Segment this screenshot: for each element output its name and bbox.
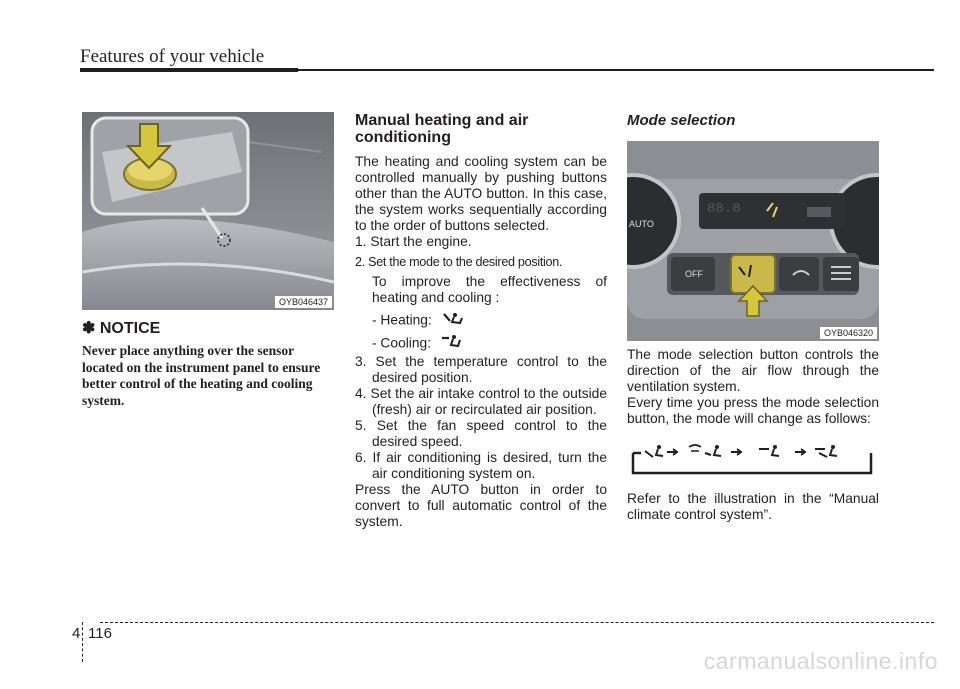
floor-mode-icon [442, 312, 464, 330]
cooling-line [355, 334, 607, 354]
climate-panel-photo [627, 141, 879, 341]
heating-line [355, 312, 607, 330]
notice-body: Never place anything over the sensor located on the instrument panel to ensure better control of the heating and cooling system. [82, 343, 321, 408]
image-code: OYB046320 [820, 327, 877, 339]
left-column [82, 112, 336, 409]
page-header-title: Features of your vehicle [80, 46, 265, 67]
step-5: 5. Set the fan speed control to the desired speed. [355, 418, 607, 449]
step-2-note: To improve the effectiveness of heating and cooling : [372, 274, 607, 305]
image-code: OYB046437 [275, 296, 332, 308]
mode-paragraph-1: The mode selection button controls the direction of the air flow through the ventilation system. [627, 347, 879, 394]
section-number: 4 [72, 625, 81, 642]
mode-sequence-diagram [627, 441, 879, 479]
intro-paragraph: The heating and cooling system can be controlled manually by pushing buttons other than the AUTO button. In this case, the system works sequentially according to the order of buttons selected. [355, 154, 607, 233]
page-number: 116 [88, 625, 112, 642]
footer-rule [100, 622, 934, 623]
dashboard-sensor-illustration [82, 112, 334, 310]
footer-divider [82, 622, 84, 662]
header-rule-thin [298, 69, 934, 71]
climate-control-illustration [627, 141, 879, 341]
off-button-label: OFF [685, 269, 703, 279]
notice-title: ✽ NOTICE [82, 320, 161, 337]
heating-label: - Heating: [372, 312, 432, 328]
face-mode-icon [441, 334, 461, 354]
step-6: 6. If air conditioning is desired, turn the air conditioning system on. [355, 450, 607, 481]
mode-paragraph-2: Every time you press the mode selection button, the mode will change as follows: [627, 395, 879, 426]
step-4: 4. Set the air intake control to the outside (fresh) air or recirculated air position. [355, 386, 607, 417]
closing-paragraph: Press the AUTO button in order to convert to full automatic control of the system. [355, 482, 607, 529]
sensor-photo [82, 112, 334, 310]
mode-selection-heading: Mode selection [627, 112, 736, 129]
auto-button-label: AUTO [629, 219, 654, 229]
right-column [627, 112, 879, 523]
cooling-label: - Cooling: [372, 335, 432, 351]
step-1: 1. Start the engine. [355, 234, 472, 249]
section-heading: Manual heating and air conditioning [355, 112, 529, 146]
mode-paragraph-3: Refer to the illustration in the “Manual climate control system”. [627, 491, 879, 522]
middle-column [355, 112, 607, 530]
header-rule [80, 68, 298, 72]
step-3: 3. Set the temperature control to the desired position. [355, 354, 607, 385]
panel-display: 88.8 [707, 201, 741, 217]
watermark: carmanualsonline.info [703, 648, 938, 674]
step-2: 2. Set the mode to the desired position. [355, 255, 563, 269]
